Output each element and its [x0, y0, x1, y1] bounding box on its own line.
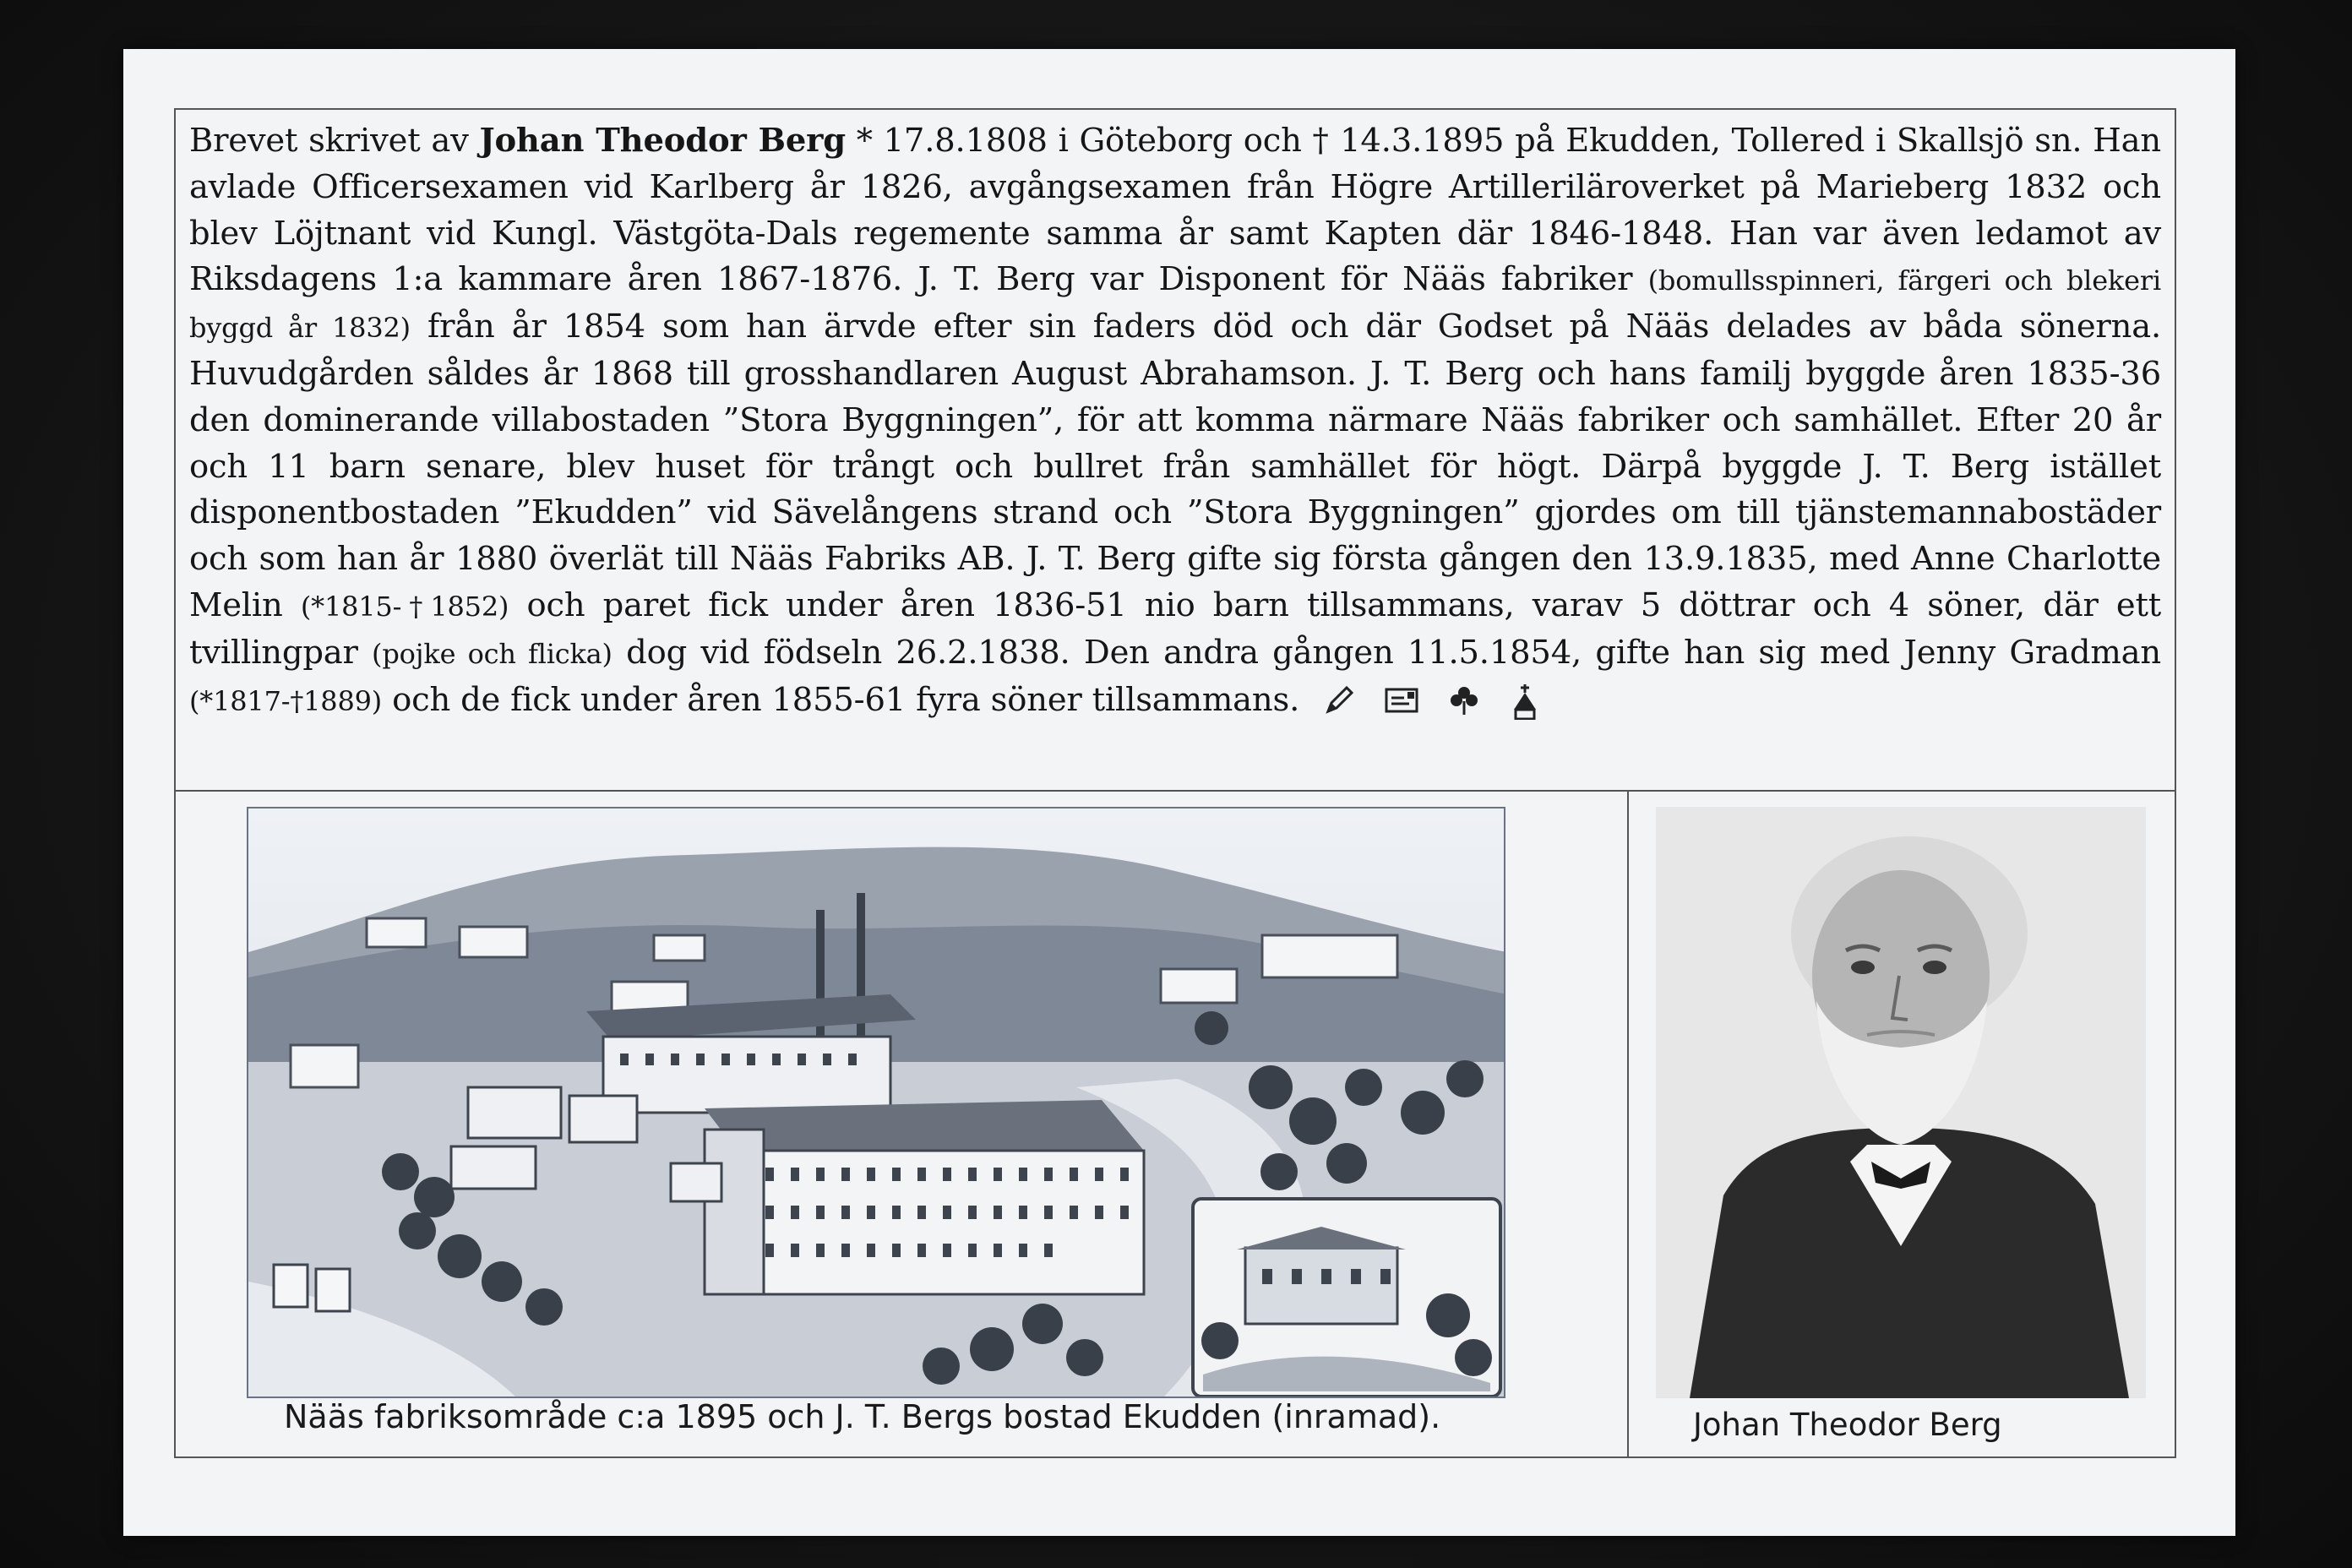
text-segment: (bomullsspinneri, färgeri och blekeri byggd år 1832): [189, 264, 2161, 345]
text-segment: från år 1854 som han ärvde efter sin faders död och där Godset på Nääs delades av båda sönerna. Huvudgården såldes år 1868 till grosshandlaren August Abrahamson. J. T. Berg och hans familj byggde åren 1835-36 den dominerande villabostaden ”Stora Byggningen”, för att komma närmare Nääs fabriker och samhället. Efter 20 år och 11 barn senare, blev huset för trångt och bullret från samhället för högt. Därpå byggde J. T. Berg istället disponentbostaden ”Ekudden” vid Sävelångens strand och ”Stora Byggningen” gjordes om till tjänstemannabostäder och som han år 1880 överlät till Nääs Fabriks AB. J. T. Berg gifte sig första gången den 13.9.1835, med Anne Charlotte Melin: [189, 308, 2162, 624]
text-segment: (*1815-†1852): [300, 590, 509, 623]
text-segment: Brevet skrivet av: [189, 122, 480, 160]
text-segment: Johan Theodor Berg: [479, 122, 846, 160]
info-card: [123, 49, 2235, 1536]
pencil-icon: [1323, 684, 1355, 720]
factory-illustration: [247, 807, 1505, 1398]
card-frame: [174, 108, 2176, 1458]
symbol-legend: [1323, 684, 1541, 720]
portrait-photo: [1656, 807, 2146, 1398]
text-segment: * 17.8.1808 i Göteborg och † 14.3.1895 på Ekudden, Tollered i Skallsjö sn. Han avlade Officersexamen vid Karlberg år 1826, avgångsexamen från Högre Artilleriläroverket på Marieberg 1832 och blev Löjtnant vid Kungl. Västgöta-Dals regemente samma år samt Kapten där 1846-1848. Han var även ledamot av Riksdagens 1:a kammare åren 1867-1876. J. T. Berg var Disponent för Nääs fabriker: [189, 122, 2161, 299]
image-row: [176, 792, 2175, 1458]
text-segment: och paret fick under åren 1836-51 nio barn tillsammans, varav 5 döttrar och 4 söner, där ett tvillingpar: [189, 585, 2162, 672]
text-segment: och de fick under åren 1855-61 fyra söner tillsammans.: [382, 680, 1300, 719]
biography-box: [176, 110, 2175, 792]
text-segment: dog vid födseln 26.2.1838. Den andra gången 11.5.1854, gifte han sig med Jenny Gradman: [612, 633, 2161, 672]
letter-icon: [1384, 684, 1419, 720]
clover-icon: [1448, 684, 1480, 720]
biography-text: [189, 118, 2161, 724]
column-divider: [1627, 792, 1629, 1458]
factory-caption: Nääs fabriksområde c:a 1895 och J. T. Bergs bostad Ekudden (inramad).: [284, 1398, 1441, 1435]
text-segment: (*1817-†1889): [189, 684, 383, 717]
text-segment: (pojke och flicka): [372, 637, 612, 670]
portrait-caption: Johan Theodor Berg: [1693, 1407, 2002, 1443]
church-icon: [1509, 684, 1541, 720]
